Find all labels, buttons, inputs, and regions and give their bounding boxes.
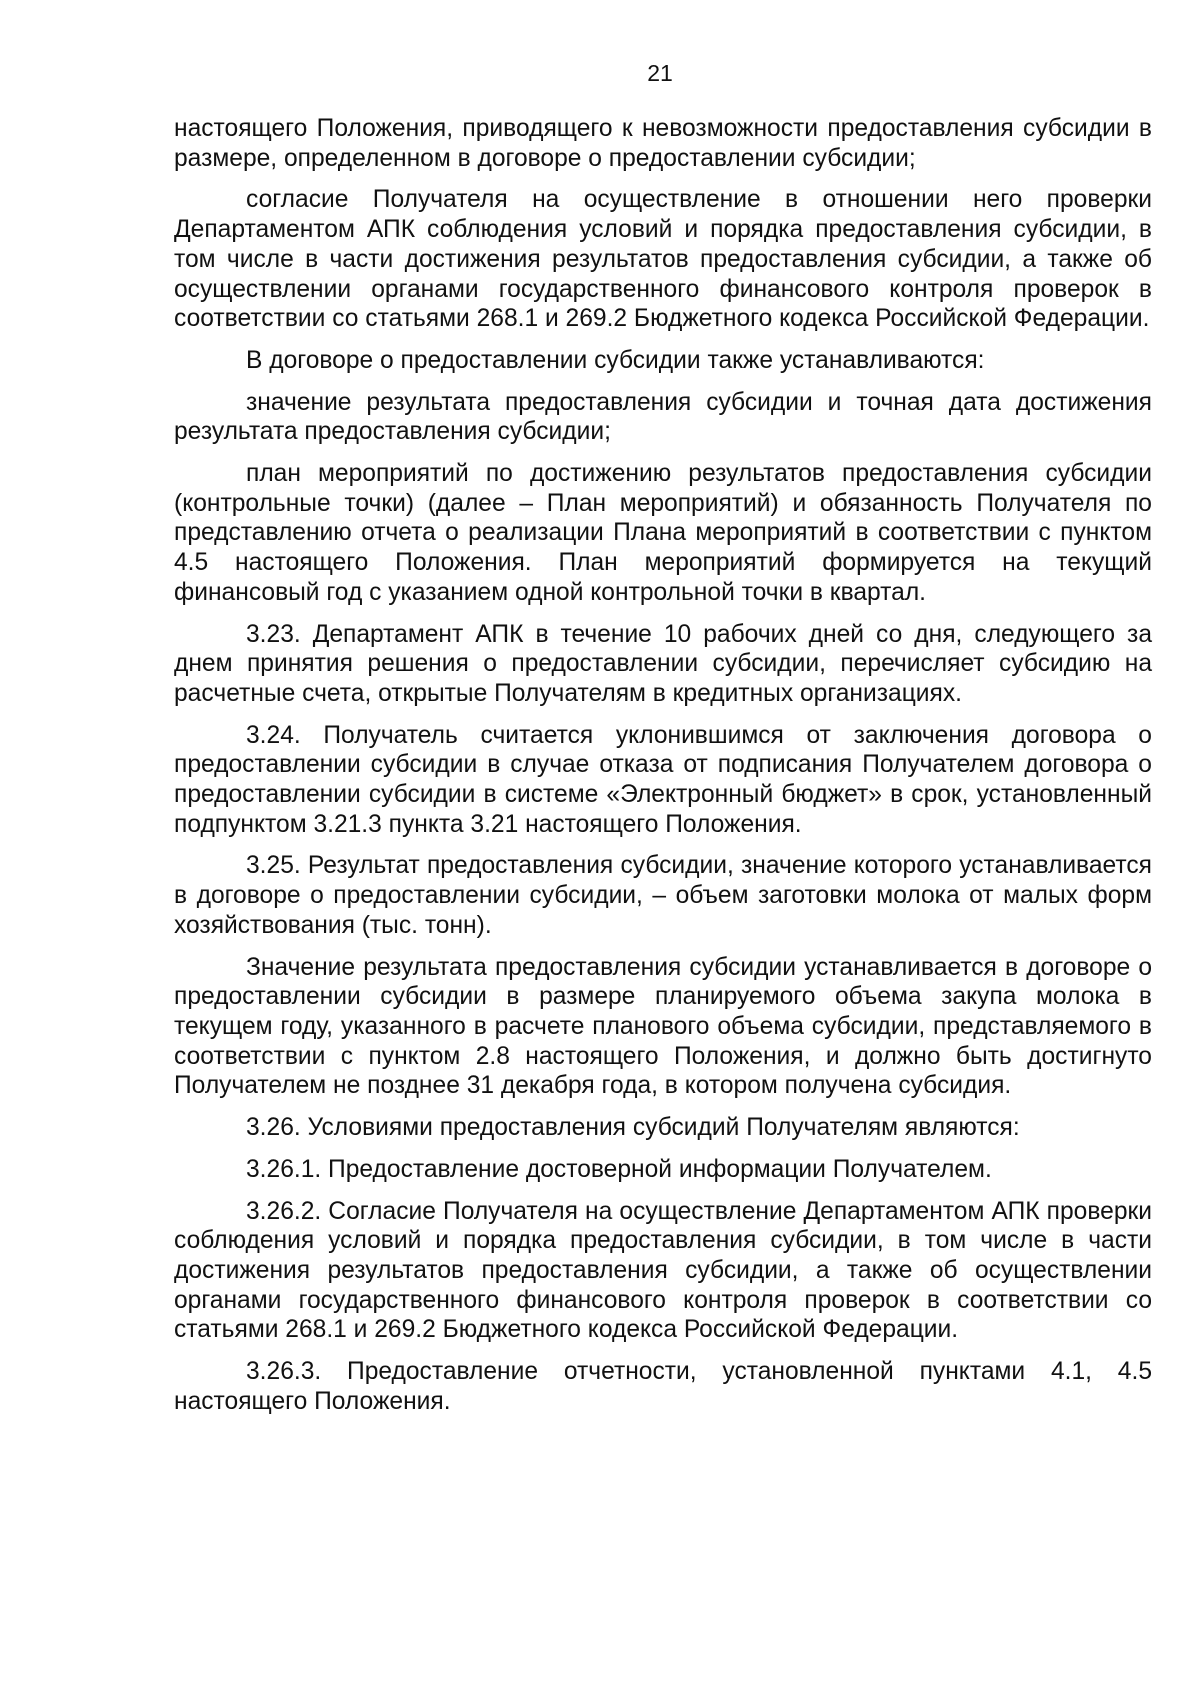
paragraph-consent-inspection: согласие Получателя на осуществление в отношении него проверки Департаментом АПК соблюдения условий и порядка предоставления субсидии, в том числе в части достижения результатов предоставления субсидии, а также об осуществлении органами государственного финансового контроля проверок в соответствии со статьями 268.1 и 269.2 Бюджетного кодекса Российской Федерации. <box>174 186 1152 333</box>
paragraph-3-25: 3.25. Результат предоставления субсидии, значение которого устанавливается в договоре о предоставлении субсидии, – объем заготовки молока от малых форм хозяйствования (тыс. тонн). <box>174 852 1152 939</box>
paragraph-result-value-setting: Значение результата предоставления субсидии устанавливается в договоре о предоставлении субсидии в размере планируемого объема закупа молока в текущем году, указанного в расчете планового объема субсидии, представляемого в соответствии с пунктом 2.8 настоящего Положения, и должно быть достигнуто Получателем не позднее 31 декабря года, в котором получена субсидия. <box>174 953 1152 1100</box>
paragraph-3-26-2: 3.26.2. Согласие Получателя на осуществление Департаментом АПК проверки соблюдения условий и порядка предоставления субсидии, в том числе в части достижения результатов предоставления субсидии, а также об осуществлении органами государственного финансового контроля проверок в соответствии со статьями 268.1 и 269.2 Бюджетного кодекса Российской Федерации. <box>174 1197 1152 1344</box>
paragraph-3-23: 3.23. Департамент АПК в течение 10 рабочих дней со дня, следующего за днем принятия решения о предоставлении субсидии, перечисляет субсидию на расчетные счета, открытые Получателям в кредитных организациях. <box>174 620 1152 707</box>
paragraph-3-26-1: 3.26.1. Предоставление достоверной информации Получателем. <box>246 1155 992 1183</box>
page-body <box>174 114 1152 1428</box>
paragraph-3-26-3: 3.26.3. Предоставление отчетности, установленной пунктами 4.1, 4.5 настоящего Положения. <box>174 1358 1152 1415</box>
paragraph-continuation: настоящего Положения, приводящего к невозможности предоставления субсидии в размере, определенном в договоре о предоставлении субсидии; <box>174 115 1152 172</box>
paragraph-action-plan: план мероприятий по достижению результатов предоставления субсидии (контрольные точки) (далее – План мероприятий) и обязанность Получателя по представлению отчета о реализации Плана мероприятий в соответствии с пунктом 4.5 настоящего Положения. План мероприятий формируется на текущий финансовый год с указанием одной контрольной точки в квартал. <box>174 460 1152 606</box>
paragraph-3-26: 3.26. Условиями предоставления субсидий Получателям являются: <box>246 1114 1020 1142</box>
paragraph-3-24: 3.24. Получатель считается уклонившимся от заключения договора о предоставлении субсидии в случае отказа от подписания Получателем договора о предоставлении субсидии в системе «Электронный бюджет» в срок, установленный подпунктом 3.21.3 пункта 3.21 настоящего Положения. <box>174 721 1152 838</box>
paragraph-contract-intro: В договоре о предоставлении субсидии также устанавливаются: <box>246 346 985 374</box>
page-number: 21 <box>647 60 673 86</box>
paragraph-result-value: значение результата предоставления субсидии и точная дата достижения результата предоставления субсидии; <box>174 388 1152 446</box>
